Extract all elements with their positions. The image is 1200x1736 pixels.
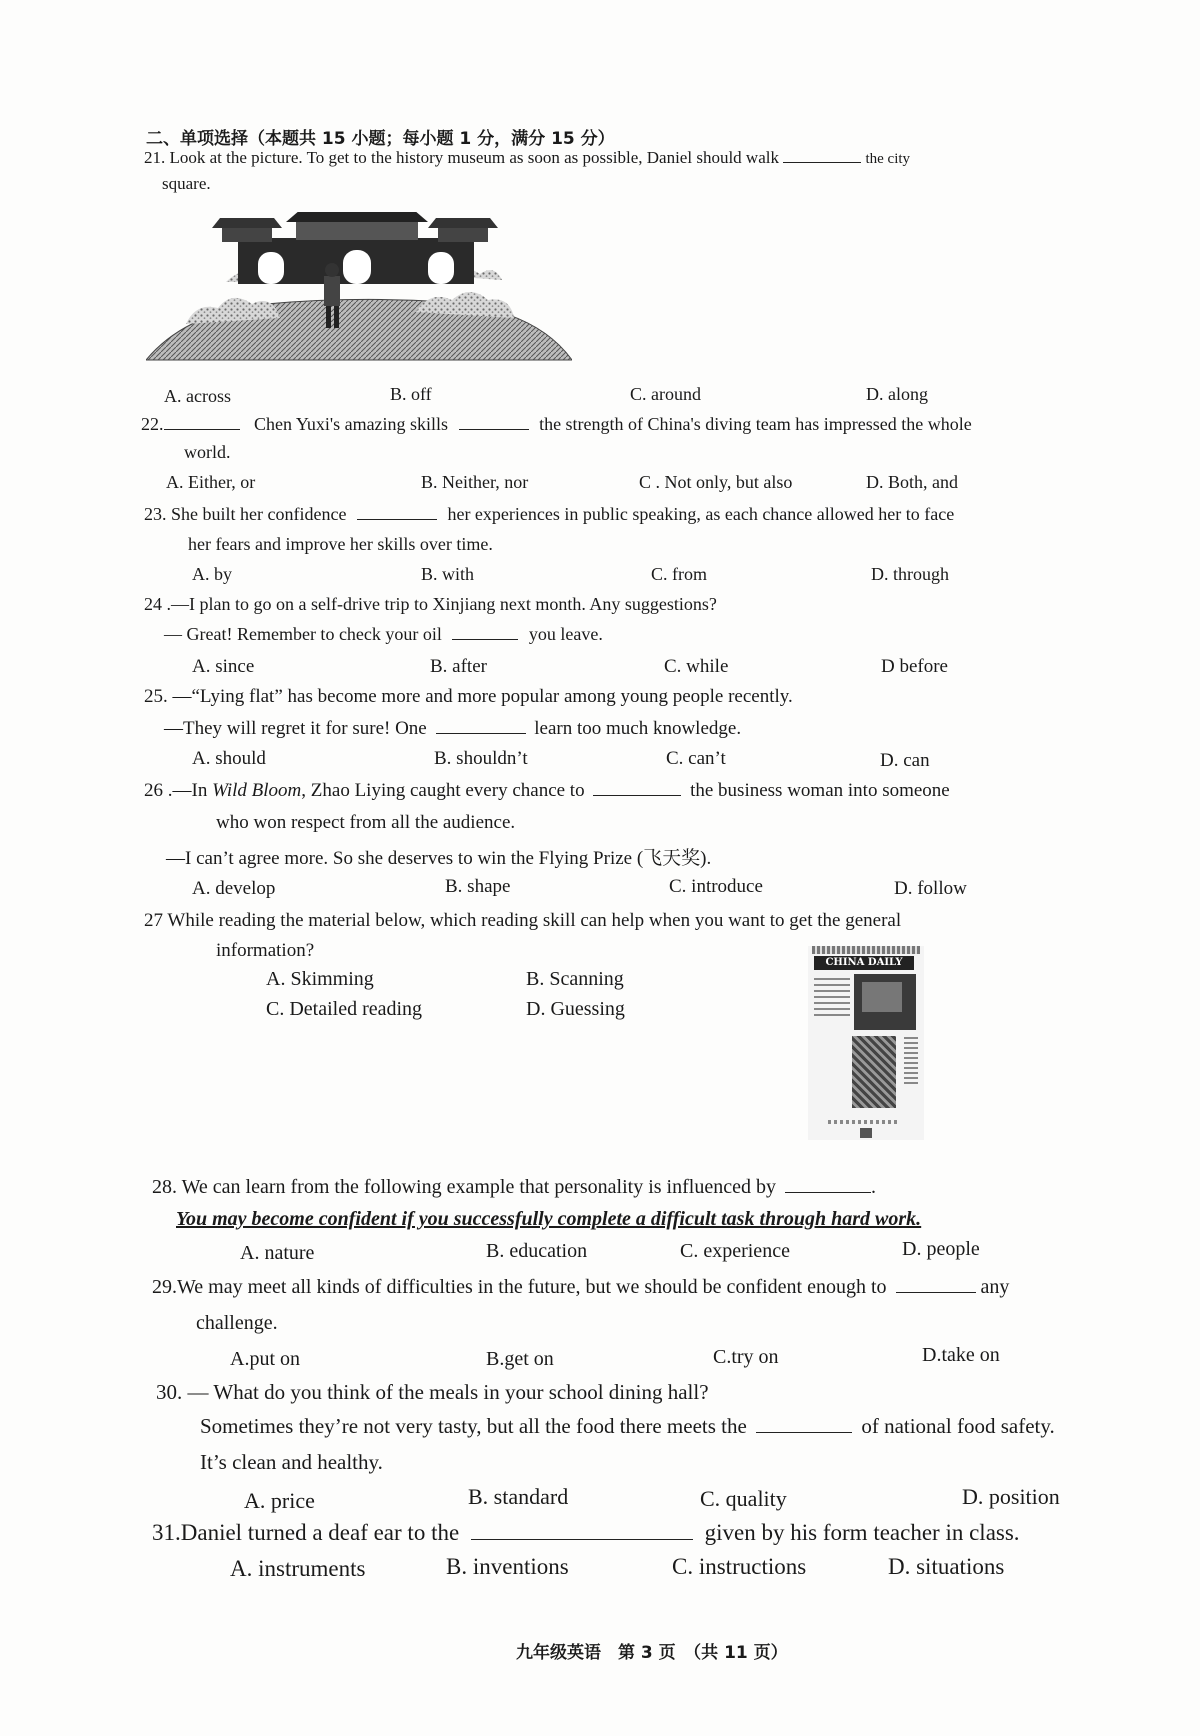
q22-option-b[interactable]: B. Neither, nor bbox=[421, 472, 529, 492]
q30-line3: It’s clean and healthy. bbox=[200, 1450, 383, 1474]
q26-title: Wild Bloom bbox=[212, 780, 302, 801]
question-28 bbox=[152, 1176, 876, 1199]
q29-option-c[interactable]: C.try on bbox=[713, 1346, 779, 1368]
answer-blank bbox=[164, 429, 240, 430]
q31-text-end: given by his form teacher in class. bbox=[704, 1520, 1020, 1545]
q23-text-end: her experiences in public speaking, as each chance allowed her to face bbox=[447, 504, 955, 524]
q29-option-b[interactable]: B.get on bbox=[486, 1348, 554, 1370]
q30-option-a[interactable]: A. price bbox=[244, 1488, 315, 1513]
q29-text-end: any bbox=[980, 1276, 1010, 1298]
q27-option-a[interactable]: A. Skimming bbox=[266, 968, 374, 990]
q28-text: 28. We can learn from the following example that personality is influenced by bbox=[152, 1176, 776, 1198]
q26-option-b[interactable]: B. shape bbox=[445, 876, 511, 897]
q28-example-sentence: You may become confident if you successfully complete a difficult task through hard work. bbox=[176, 1208, 922, 1230]
q23-line2: her fears and improve her skills over time. bbox=[188, 534, 493, 554]
question-27: 27 While reading the material below, which reading skill can help when you want to get the general bbox=[144, 910, 902, 931]
q30-line2 bbox=[200, 1414, 1055, 1439]
q29-text: 29.We may meet all kinds of difficulties in the future, but we should be confident enough to bbox=[152, 1276, 887, 1298]
section-heading: 二、单项选择（本题共 15 小题；每小题 1 分，满分 15 分） bbox=[146, 129, 615, 149]
q30-option-c[interactable]: C. quality bbox=[700, 1486, 787, 1511]
q23-option-c[interactable]: C. from bbox=[651, 564, 707, 584]
q23-option-b[interactable]: B. with bbox=[421, 564, 475, 584]
q26-option-c[interactable]: C. introduce bbox=[669, 876, 763, 897]
q26-text: 26 .—In bbox=[144, 780, 208, 801]
q30-option-b[interactable]: B. standard bbox=[468, 1484, 569, 1509]
q27-option-b[interactable]: B. Scanning bbox=[526, 968, 624, 990]
question-22 bbox=[141, 414, 972, 435]
q27-line2: information? bbox=[216, 940, 315, 961]
q24-option-d[interactable]: D before bbox=[881, 656, 948, 677]
museum-illustration bbox=[146, 212, 572, 362]
q25-option-b[interactable]: B. shouldn’t bbox=[434, 748, 528, 769]
q26-line2: who won respect from all the audience. bbox=[216, 812, 516, 833]
q31-option-c[interactable]: C. instructions bbox=[672, 1554, 807, 1579]
q22-option-c[interactable]: C . Not only, but also bbox=[639, 472, 793, 492]
answer-blank bbox=[593, 795, 681, 796]
newspaper-masthead: CHINA DAILY bbox=[814, 956, 914, 970]
answer-blank bbox=[471, 1539, 693, 1540]
answer-blank bbox=[785, 1192, 871, 1193]
q22-text-end: the strength of China's diving team has impressed the whole bbox=[539, 414, 972, 434]
question-26 bbox=[144, 780, 950, 802]
q23-option-d[interactable]: D. through bbox=[871, 564, 949, 584]
answer-blank bbox=[459, 429, 529, 430]
q26-option-a[interactable]: A. develop bbox=[192, 878, 276, 899]
q25-option-a[interactable]: A. should bbox=[192, 748, 266, 769]
q25-text-end: learn too much knowledge. bbox=[534, 718, 742, 739]
answer-blank bbox=[756, 1432, 852, 1433]
answer-blank bbox=[357, 519, 437, 520]
q21-line2: square. bbox=[162, 174, 211, 193]
q28-option-c[interactable]: C. experience bbox=[680, 1240, 790, 1262]
answer-blank bbox=[783, 162, 861, 163]
q22-text: Chen Yuxi's amazing skills bbox=[254, 414, 449, 434]
q29-option-d[interactable]: D.take on bbox=[922, 1344, 1000, 1366]
q25-line2 bbox=[164, 718, 741, 740]
q22-line2: world. bbox=[184, 442, 231, 462]
q23-option-a[interactable]: A. by bbox=[192, 564, 232, 584]
q21-option-d[interactable]: D. along bbox=[866, 384, 928, 404]
q24-option-a[interactable]: A. since bbox=[192, 656, 255, 677]
answer-blank bbox=[436, 733, 526, 734]
q30-text: Sometimes they’re not very tasty, but all the food there meets the bbox=[200, 1414, 747, 1438]
q30-option-d[interactable]: D. position bbox=[962, 1484, 1060, 1509]
page-footer: 九年级英语 第 3 页 （共 11 页） bbox=[516, 1643, 788, 1663]
question-29 bbox=[152, 1276, 1009, 1299]
q28-option-b[interactable]: B. education bbox=[486, 1240, 588, 1262]
q22-option-d[interactable]: D. Both, and bbox=[866, 472, 958, 492]
q24-line2 bbox=[164, 624, 603, 645]
q31-text: 31.Daniel turned a deaf ear to the bbox=[152, 1520, 460, 1545]
question-24: 24 .—I plan to go on a self-drive trip to Xinjiang next month. Any suggestions? bbox=[144, 594, 717, 614]
q21-option-b[interactable]: B. off bbox=[390, 384, 432, 404]
q25-option-d[interactable]: D. can bbox=[880, 750, 930, 771]
q28-text-end: . bbox=[870, 1176, 876, 1198]
q24-text-end: you leave. bbox=[528, 624, 603, 644]
q22-number: 22. bbox=[141, 414, 164, 434]
q21-text-end: the city bbox=[865, 151, 911, 167]
question-31 bbox=[152, 1520, 1020, 1546]
q25-text: —They will regret it for sure! One bbox=[164, 718, 427, 739]
q21-option-c[interactable]: C. around bbox=[630, 384, 701, 404]
q24-text: — Great! Remember to check your oil bbox=[164, 624, 442, 644]
q27-option-d[interactable]: D. Guessing bbox=[526, 998, 625, 1020]
q31-option-a[interactable]: A. instruments bbox=[230, 1556, 366, 1581]
q26-option-d[interactable]: D. follow bbox=[894, 878, 967, 899]
answer-blank bbox=[896, 1292, 976, 1293]
q29-option-a[interactable]: A.put on bbox=[230, 1348, 300, 1370]
question-23 bbox=[144, 504, 954, 525]
q30-text-end: of national food safety. bbox=[861, 1414, 1055, 1438]
q22-option-a[interactable]: A. Either, or bbox=[166, 472, 256, 492]
q23-text: 23. She built her confidence bbox=[144, 504, 347, 524]
question-30: 30. — What do you think of the meals in your school dining hall? bbox=[156, 1380, 709, 1404]
q24-option-c[interactable]: C. while bbox=[664, 656, 729, 677]
q27-option-c[interactable]: C. Detailed reading bbox=[266, 998, 423, 1020]
newspaper-image bbox=[808, 946, 924, 1140]
q28-option-a[interactable]: A. nature bbox=[240, 1242, 315, 1264]
q28-option-d[interactable]: D. people bbox=[902, 1238, 980, 1260]
q21-option-a[interactable]: A. across bbox=[164, 386, 231, 406]
question-21 bbox=[144, 148, 910, 168]
answer-blank bbox=[452, 639, 518, 640]
q26-text-end: the business woman into someone bbox=[690, 780, 950, 801]
q31-option-d[interactable]: D. situations bbox=[888, 1554, 1005, 1579]
q26-line3: —I can’t agree more. So she deserves to win the Flying Prize (飞天奖). bbox=[166, 848, 712, 869]
question-25: 25. —“Lying flat” has become more and more popular among young people recently. bbox=[144, 686, 793, 707]
q21-text: 21. Look at the picture. To get to the history museum as soon as possible, Daniel should walk bbox=[144, 148, 779, 167]
q29-line2: challenge. bbox=[196, 1312, 278, 1334]
q31-option-b[interactable]: B. inventions bbox=[446, 1554, 569, 1579]
q25-option-c[interactable]: C. can’t bbox=[666, 748, 726, 769]
q26-text-mid: , Zhao Liying caught every chance to bbox=[301, 780, 585, 801]
q24-option-b[interactable]: B. after bbox=[430, 656, 487, 677]
